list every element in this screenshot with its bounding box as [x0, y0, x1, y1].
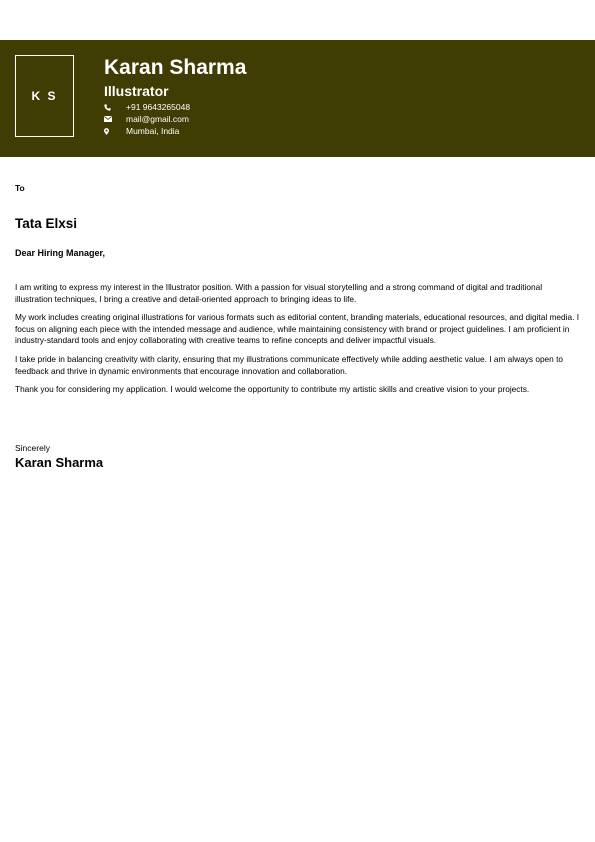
monogram-box [15, 55, 74, 137]
envelope-icon [104, 116, 126, 122]
phone-icon [104, 104, 126, 111]
location-text: Mumbai, India [126, 126, 180, 136]
paragraph: I take pride in balancing creativity with clarity, ensuring that my illustrations communicate effectively while adding aesthetic value. I am always open to feedback and thrive in dynamic environments that encourage innovation and collaboration. [15, 353, 564, 376]
initials: K S [31, 89, 58, 103]
contact-email [104, 113, 190, 125]
to-label: To [15, 183, 25, 193]
email-text: mail@gmail.com [126, 114, 189, 124]
paragraph: I am writing to express my interest in the Illustrator position. With a passion for visual storytelling and a strong command of digital and traditional illustration techniques, I bring a creative and detail-oriented approach to bringing ideas to life. [15, 282, 543, 304]
applicant-role: Illustrator [104, 83, 169, 99]
letter-body [15, 282, 581, 403]
recipient-company: Tata Elxsi [15, 216, 78, 231]
closing-text: Sincerely [15, 443, 50, 453]
phone-text: +91 9643265048 [126, 102, 191, 112]
signature-name: Karan Sharma [15, 455, 104, 470]
contact-phone [104, 101, 190, 113]
contact-location [104, 125, 190, 137]
resume-header [0, 40, 595, 157]
map-pin-icon [104, 128, 126, 135]
applicant-name: Karan Sharma [104, 56, 247, 79]
salutation: Dear Hiring Manager, [15, 248, 106, 258]
paragraph: Thank you for considering my application. I would welcome the opportunity to contribute my artistic skills and creative vision to your projects. [15, 384, 530, 395]
contact-list [104, 101, 190, 137]
paragraph: My work includes creating original illustrations for various formats such as editorial content, branding materials, educational resources, and digital media. I focus on aligning each piece with the intended message and audience, while maintaining consistency with brand or project guidelines. I am proficient in industry-standard tools and enjoy collaborating with creative teams to refine concepts and deliver impactful visuals. [15, 312, 580, 346]
